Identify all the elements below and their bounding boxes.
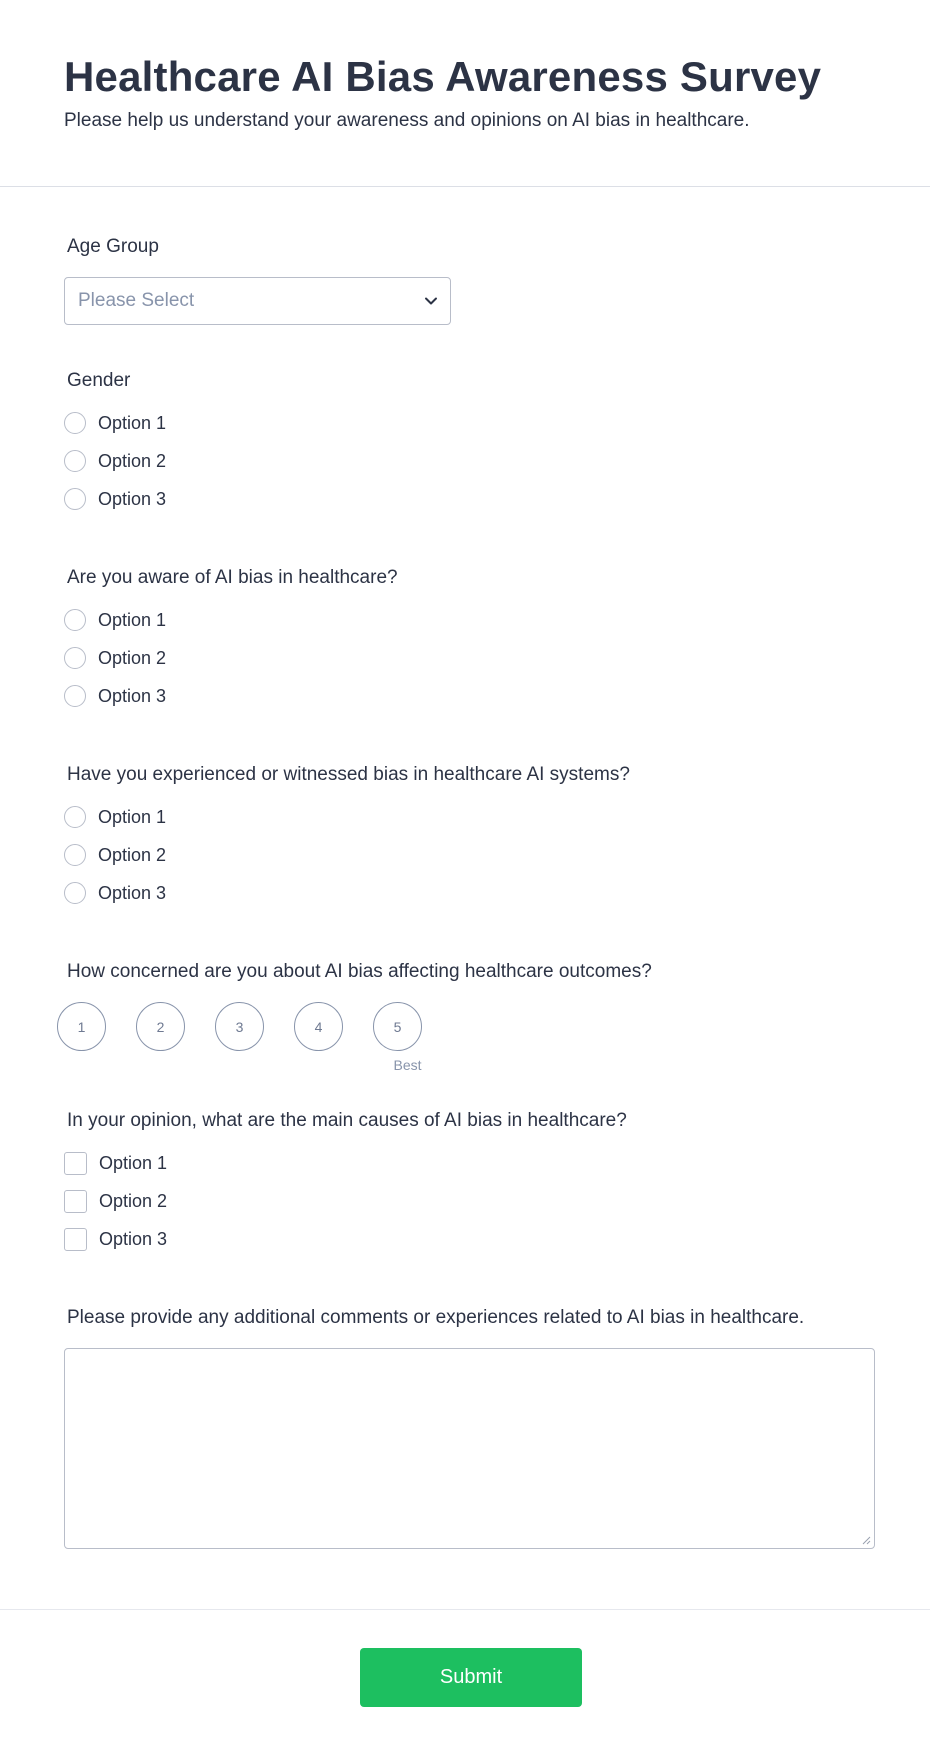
comments-textarea[interactable] — [64, 1348, 875, 1549]
scale-item-4 — [294, 1002, 343, 1077]
option-label: Option 3 — [98, 685, 167, 706]
gender-question — [64, 325, 866, 518]
experienced-options — [64, 798, 866, 912]
causes-option-3[interactable] — [64, 1220, 866, 1258]
option-label: Option 1 — [98, 806, 167, 827]
experienced-option-2[interactable] — [64, 836, 866, 874]
option-label: Option 1 — [98, 609, 167, 630]
form-body — [0, 187, 930, 1549]
chevron-down-icon — [424, 294, 438, 308]
option-label: Option 3 — [99, 1228, 168, 1249]
form-title: Healthcare AI Bias Awareness Survey — [64, 53, 822, 100]
scale-option-1[interactable]: 1 — [57, 1002, 106, 1051]
option-label: Option 2 — [98, 647, 167, 668]
gender-option-3[interactable] — [64, 480, 866, 518]
causes-option-1[interactable] — [64, 1144, 866, 1182]
scale-option-3[interactable]: 3 — [215, 1002, 264, 1051]
submit-button[interactable]: Submit — [360, 1648, 582, 1707]
causes-question — [64, 1077, 866, 1258]
comments-label: Please provide any additional comments or experiences related to AI bias in healthcare. — [67, 1307, 805, 1328]
scale-caption-best: Best — [393, 1057, 422, 1073]
age-group-select[interactable] — [64, 277, 451, 325]
concern-question — [64, 912, 866, 1077]
radio-button[interactable] — [64, 609, 86, 631]
scale-option-2[interactable]: 2 — [136, 1002, 185, 1051]
scale-item-3 — [215, 1002, 264, 1077]
radio-button[interactable] — [64, 450, 86, 472]
scale-item-1 — [57, 1002, 106, 1077]
radio-button[interactable] — [64, 488, 86, 510]
experienced-label: Have you experienced or witnessed bias in healthcare AI systems? — [67, 764, 630, 785]
aware-option-3[interactable] — [64, 677, 866, 715]
gender-option-1[interactable] — [64, 404, 866, 442]
age-group-label: Age Group — [67, 236, 159, 257]
experienced-option-3[interactable] — [64, 874, 866, 912]
experienced-option-1[interactable] — [64, 798, 866, 836]
causes-options — [64, 1144, 866, 1258]
aware-option-2[interactable] — [64, 639, 866, 677]
concern-scale — [57, 1002, 866, 1077]
radio-button[interactable] — [64, 844, 86, 866]
option-label: Option 2 — [98, 450, 167, 471]
checkbox[interactable] — [64, 1190, 87, 1213]
radio-button[interactable] — [64, 685, 86, 707]
radio-button[interactable] — [64, 412, 86, 434]
scale-option-5[interactable]: 5 — [373, 1002, 422, 1051]
option-label: Option 1 — [98, 412, 167, 433]
gender-option-2[interactable] — [64, 442, 866, 480]
option-label: Option 3 — [98, 882, 167, 903]
causes-option-2[interactable] — [64, 1182, 866, 1220]
scale-item-5 — [373, 1002, 422, 1077]
age-group-placeholder: Please Select — [78, 290, 195, 311]
comments-question — [64, 1258, 866, 1549]
gender-label: Gender — [67, 370, 131, 391]
form-header — [0, 0, 930, 187]
aware-options — [64, 601, 866, 715]
checkbox[interactable] — [64, 1228, 87, 1251]
experienced-question — [64, 715, 866, 912]
aware-label: Are you aware of AI bias in healthcare? — [67, 567, 398, 588]
gender-options — [64, 404, 866, 518]
resize-handle-icon[interactable] — [861, 1535, 871, 1545]
age-group-question — [64, 187, 866, 325]
form-subtitle: Please help us understand your awareness and opinions on AI bias in healthcare. — [64, 110, 750, 131]
concern-label: How concerned are you about AI bias affecting healthcare outcomes? — [67, 961, 652, 982]
checkbox[interactable] — [64, 1152, 87, 1175]
causes-label: In your opinion, what are the main causes of AI bias in healthcare? — [67, 1110, 627, 1131]
aware-question — [64, 518, 866, 715]
radio-button[interactable] — [64, 647, 86, 669]
scale-item-2 — [136, 1002, 185, 1077]
radio-button[interactable] — [64, 806, 86, 828]
scale-option-4[interactable]: 4 — [294, 1002, 343, 1051]
aware-option-1[interactable] — [64, 601, 866, 639]
option-label: Option 1 — [99, 1152, 168, 1173]
form-footer — [0, 1609, 930, 1757]
option-label: Option 3 — [98, 488, 167, 509]
option-label: Option 2 — [99, 1190, 168, 1211]
option-label: Option 2 — [98, 844, 167, 865]
radio-button[interactable] — [64, 882, 86, 904]
